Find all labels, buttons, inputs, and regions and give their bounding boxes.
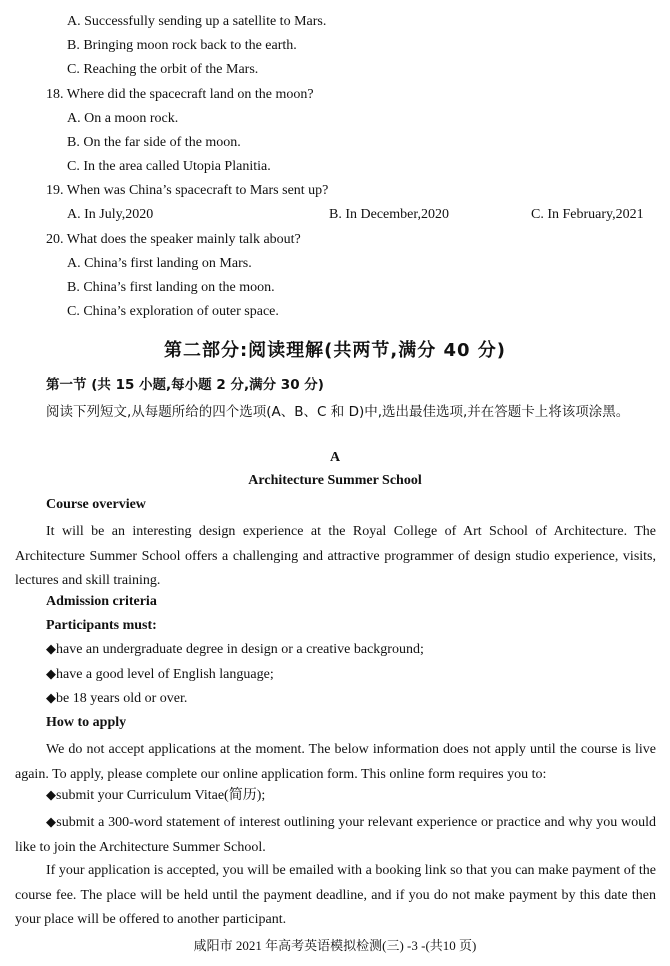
page-footer: 咸阳市 2021 年高考英语模拟检测(三) -3 -(共10 页) [193, 938, 477, 953]
diamond-bullet-icon: ◆ [46, 815, 57, 830]
q19-option-c: C. In February,2021 [531, 207, 644, 222]
criteria-item: ◆have an undergraduate degree in design or a creative background; [46, 642, 424, 657]
q20-option-b: B. China’s first landing on the moon. [67, 280, 275, 295]
q17-option-a: A. Successfully sending up a satellite to Mars. [67, 14, 327, 29]
q18-question: 18. Where did the spacecraft land on the moon? [46, 87, 314, 102]
q19-question: 19. When was China’s spacecraft to Mars sent up? [46, 183, 329, 198]
diamond-bullet-icon: ◆ [46, 691, 56, 706]
q17-option-c: C. Reaching the orbit of the Mars. [67, 62, 259, 77]
q19-options-row [67, 206, 670, 224]
q18-option-c: C. In the area called Utopia Planitia. [67, 159, 271, 174]
q19-option-a: A. In July,2020 [67, 207, 154, 222]
course-overview-heading: Course overview [46, 497, 146, 512]
instructions: 阅读下列短文,从每题所给的四个选项(A、B、C 和 D)中,选出最佳选项,并在答题卡上将该项涂黑。 [46, 404, 630, 420]
part2-title: 第二部分:阅读理解(共两节,满分 40 分) [163, 340, 507, 361]
apply-item: ◆submit a 300-word statement of interest outlining your relevant experience or practice and why you would like to join the Architecture Summer School. [15, 815, 656, 855]
apply-item: ◆submit your Curriculum Vitae(简历); [46, 788, 266, 803]
q18-option-b: B. On the far side of the moon. [67, 135, 241, 150]
q20-option-a: A. China’s first landing on Mars. [67, 256, 252, 271]
criteria-item: ◆be 18 years old or over. [46, 691, 188, 706]
criteria-item: ◆have a good level of English language; [46, 667, 274, 682]
apply-text: We do not accept applications at the moment. The below information does not apply until the course is live again. To apply, please complete our online application form. This online form requires you to: [15, 742, 656, 782]
q17-option-b: B. Bringing moon rock back to the earth. [67, 38, 297, 53]
section1-title: 第一节 (共 15 小题,每小题 2 分,满分 30 分) [46, 377, 324, 393]
admission-heading: Admission criteria [46, 594, 157, 609]
q18-option-a: A. On a moon rock. [67, 111, 179, 126]
q20-option-c: C. China’s exploration of outer space. [67, 304, 279, 319]
how-to-apply-heading: How to apply [46, 715, 127, 730]
q20-question: 20. What does the speaker mainly talk about? [46, 232, 301, 247]
diamond-bullet-icon: ◆ [46, 642, 56, 657]
diamond-bullet-icon: ◆ [46, 667, 56, 682]
diamond-bullet-icon: ◆ [46, 788, 56, 803]
passage-letter: A [329, 450, 341, 465]
passage-title: Architecture Summer School [248, 473, 422, 488]
course-overview-text: It will be an interesting design experience at the Royal College of Art School of Architecture. The Architecture Summer School offers a challenging and attractive programmer of design studio experience, visits, lectures and skill training. [15, 524, 656, 588]
q19-option-b: B. In December,2020 [329, 207, 449, 222]
participants-heading: Participants must: [46, 618, 157, 633]
acceptance-text: If your application is accepted, you will be emailed with a booking link so that you can make payment of the course fee. The place will be held until the payment deadline, and if you do not make payment by this date then your place will be offered to another participant. [15, 863, 656, 927]
